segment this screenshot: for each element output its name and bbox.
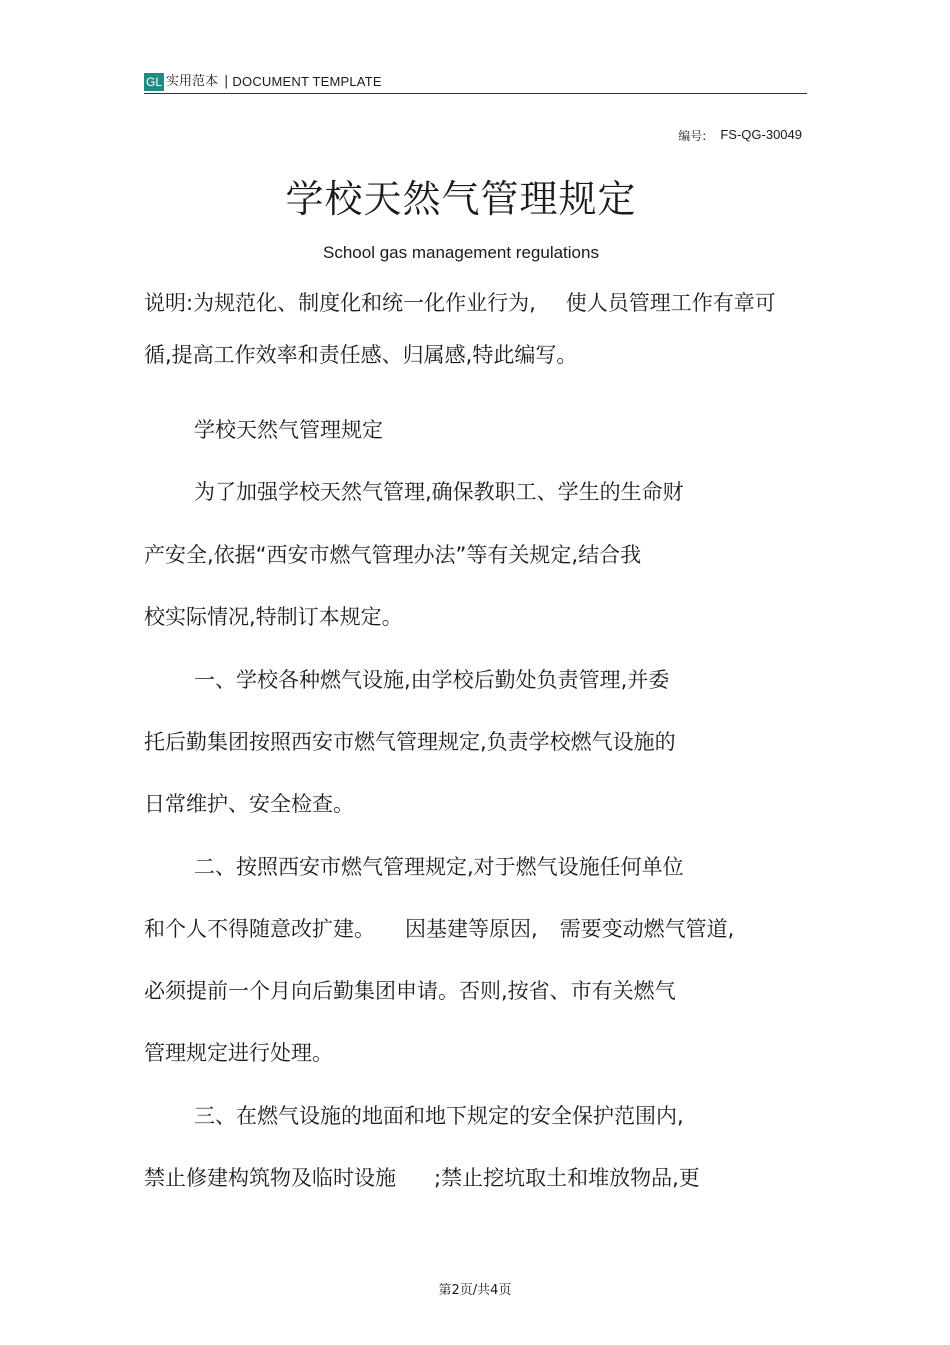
- paragraph-line: 一、学校各种燃气设施,由学校后勤处负责管理,并委: [194, 668, 670, 692]
- paragraph-line: [144, 1163, 700, 1193]
- brand-separator: |: [224, 73, 229, 89]
- intro-line: 循,提高工作效率和责任感、归属感,特此编写。: [144, 343, 578, 367]
- paragraph-text: 禁止修建构筑物及临时设施: [144, 1166, 396, 1190]
- paragraph-line: 必须提前一个月向后勤集团申请。否则,按省、市有关燃气: [144, 979, 676, 1003]
- document-number: [678, 127, 802, 144]
- intro-line: [144, 288, 776, 318]
- paragraph-line: 为了加强学校天然气管理,确保教职工、学生的生命财: [194, 480, 684, 504]
- brand-logo: [144, 73, 382, 91]
- paragraph-text: 和个人不得随意改扩建。: [144, 917, 375, 941]
- page-header: [144, 70, 807, 94]
- paragraph-line: 产安全,依据“西安市燃气管理办法”等有关规定,结合我: [144, 543, 642, 567]
- intro-text: 说明:为规范化、制度化和统一化作业行为,: [144, 291, 536, 315]
- gl-badge: GL: [146, 74, 163, 89]
- paragraph-line: 校实际情况,特制订本规定。: [144, 605, 403, 629]
- paragraph-text: 需要变动燃气管道,: [559, 917, 735, 941]
- brand-name-cn: 实用范本: [166, 73, 219, 89]
- document-number-label: 编号:: [678, 129, 707, 143]
- brand-name-en: DOCUMENT TEMPLATE: [232, 73, 382, 89]
- paragraph-line: 二、按照西安市燃气管理规定,对于燃气设施任何单位: [194, 855, 684, 879]
- document-subtitle: School gas management regulations: [323, 243, 599, 262]
- document-title: 学校天然气管理规定: [285, 177, 637, 221]
- paragraph-line: 管理规定进行处理。: [144, 1041, 333, 1065]
- paragraph-line: 三、在燃气设施的地面和地下规定的安全保护范围内,: [194, 1104, 684, 1128]
- paragraph-line: [144, 914, 734, 944]
- paragraph-line: 日常维护、安全检查。: [144, 792, 354, 816]
- section-heading: 学校天然气管理规定: [194, 418, 383, 442]
- page-footer: 第2页/共4页: [438, 1283, 512, 1298]
- paragraph-text: 因基建等原因,: [405, 917, 538, 941]
- paragraph-text: ;禁止挖坑取土和堆放物品,更: [434, 1166, 700, 1190]
- intro-text: 使人员管理工作有章可: [565, 291, 776, 315]
- paragraph-line: 托后勤集团按照西安市燃气管理规定,负责学校燃气设施的: [144, 730, 676, 754]
- document-number-value: FS-QG-30049: [720, 127, 802, 142]
